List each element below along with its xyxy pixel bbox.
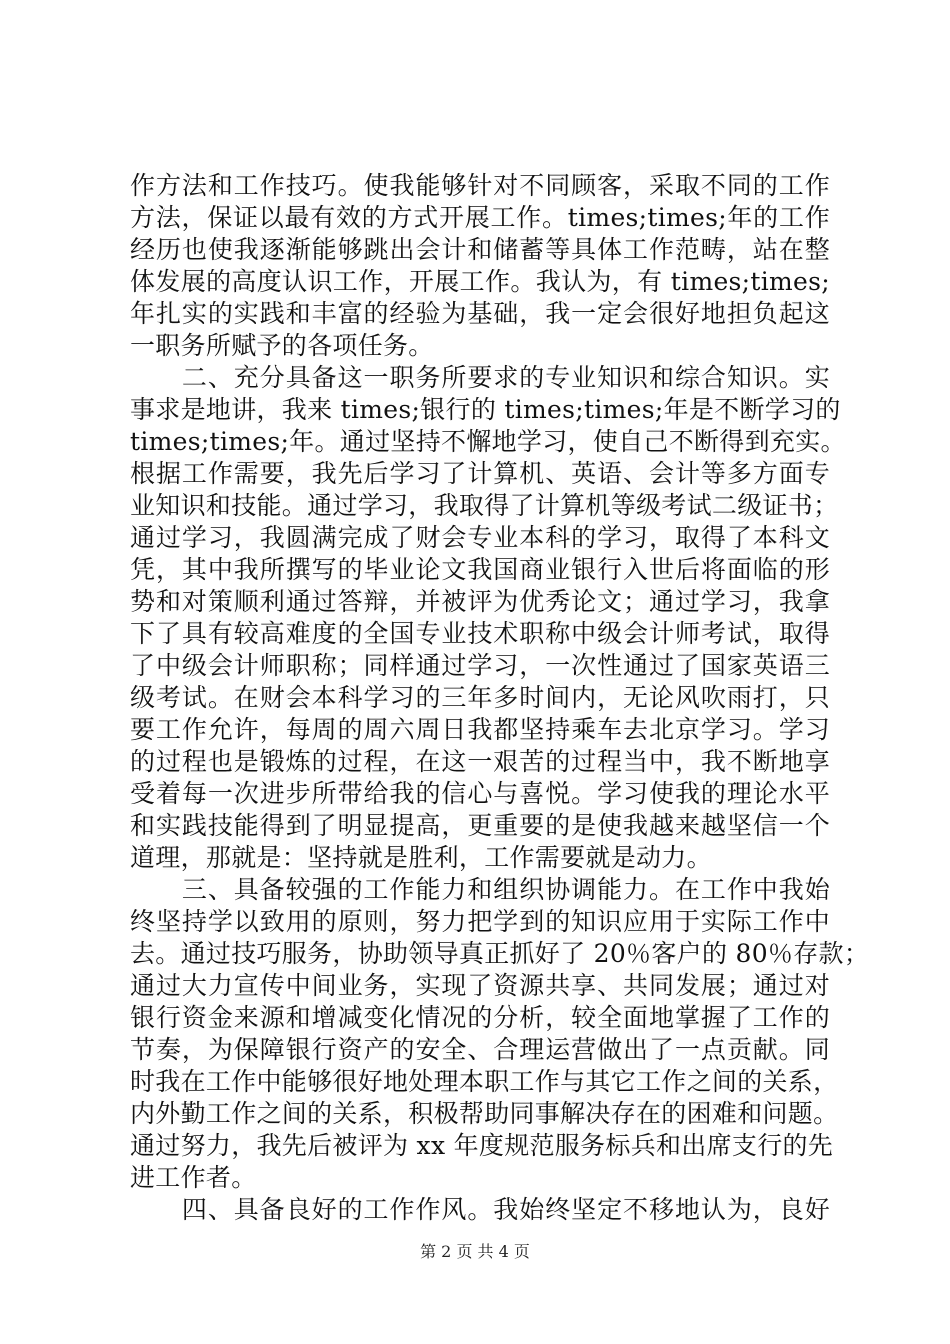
text-line: 去。通过技巧服务，协助领导真正抓好了 20％客户的 80％存款； [130,939,870,968]
text-line: 内外勤工作之间的关系，积极帮助同事解决存在的困难和问题。 [130,1099,839,1128]
text-line: 根据工作需要，我先后学习了计算机、英语、会计等多方面专 [130,459,830,488]
text-line: 通过大力宣传中间业务，实现了资源共享、共同发展；通过对 [130,971,830,1000]
text-line: 作方法和工作技巧。使我能够针对不同顾客，采取不同的工作 [130,171,830,200]
body-text [130,170,870,1226]
text-line: 四、具备良好的工作作风。我始终坚定不移地认为，良好 [130,1195,830,1224]
text-line: 道理，那就是：坚持就是胜利，工作需要就是动力。 [130,843,712,872]
text-line: times;times;年。通过坚持不懈地学习，使自己不断得到充实。 [130,427,846,456]
text-line: 经历也使我逐渐能够跳出会计和储蓄等具体工作范畴，站在整 [130,235,830,264]
text-line: 二、充分具备这一职务所要求的专业知识和综合知识。实 [130,363,830,392]
text-line: 进工作者。 [130,1163,257,1192]
text-line: 时我在工作中能够很好地处理本职工作与其它工作之间的关系， [130,1067,839,1096]
text-line: 一职务所赋予的各项任务。 [130,331,434,360]
text-line: 凭，其中我所撰写的毕业论文我国商业银行入世后将面临的形 [130,555,830,584]
text-line: 终坚持学以致用的原则，努力把学到的知识应用于实际工作中 [130,907,830,936]
text-line: 要工作允许，每周的周六周日我都坚持乘车去北京学习。学习 [130,715,830,744]
text-line: 业知识和技能。通过学习，我取得了计算机等级考试二级证书； [130,491,839,520]
text-line: 体发展的高度认识工作，开展工作。我认为，有 times;times; [130,267,830,296]
text-line: 通过努力，我先后被评为 xx 年度规范服务标兵和出席支行的先 [130,1131,834,1160]
text-line: 通过学习，我圆满完成了财会专业本科的学习，取得了本科文 [130,523,830,552]
text-line: 级考试。在财会本科学习的三年多时间内，无论风吹雨打，只 [130,683,830,712]
page-footer: 第 2 页 共 4 页 [420,1242,530,1261]
text-line: 了中级会计师职称；同样通过学习，一次性通过了国家英语三 [130,651,830,680]
text-line: 下了具有较高难度的全国专业技术职称中级会计师考试，取得 [130,619,830,648]
text-line: 节奏，为保障银行资产的安全、合理运营做出了一点贡献。同 [130,1035,830,1064]
text-line: 的过程也是锻炼的过程，在这一艰苦的过程当中，我不断地享 [130,747,830,776]
text-line: 方法，保证以最有效的方式开展工作。times;times;年的工作 [130,203,830,232]
text-line: 受着每一次进步所带给我的信心与喜悦。学习使我的理论水平 [130,779,830,808]
text-line: 三、具备较强的工作能力和组织协调能力。在工作中我始 [130,875,830,904]
text-line: 年扎实的实践和丰富的经验为基础，我一定会很好地担负起这 [130,299,830,328]
text-line: 和实践技能得到了明显提高，更重要的是使我越来越坚信一个 [130,811,830,840]
text-line: 事求是地讲，我来 times;银行的 times;times;年是不断学习的 [130,395,841,424]
text-line: 势和对策顺利通过答辩，并被评为优秀论文；通过学习，我拿 [130,587,830,616]
text-line: 银行资金来源和增减变化情况的分析，较全面地掌握了工作的 [130,1003,830,1032]
